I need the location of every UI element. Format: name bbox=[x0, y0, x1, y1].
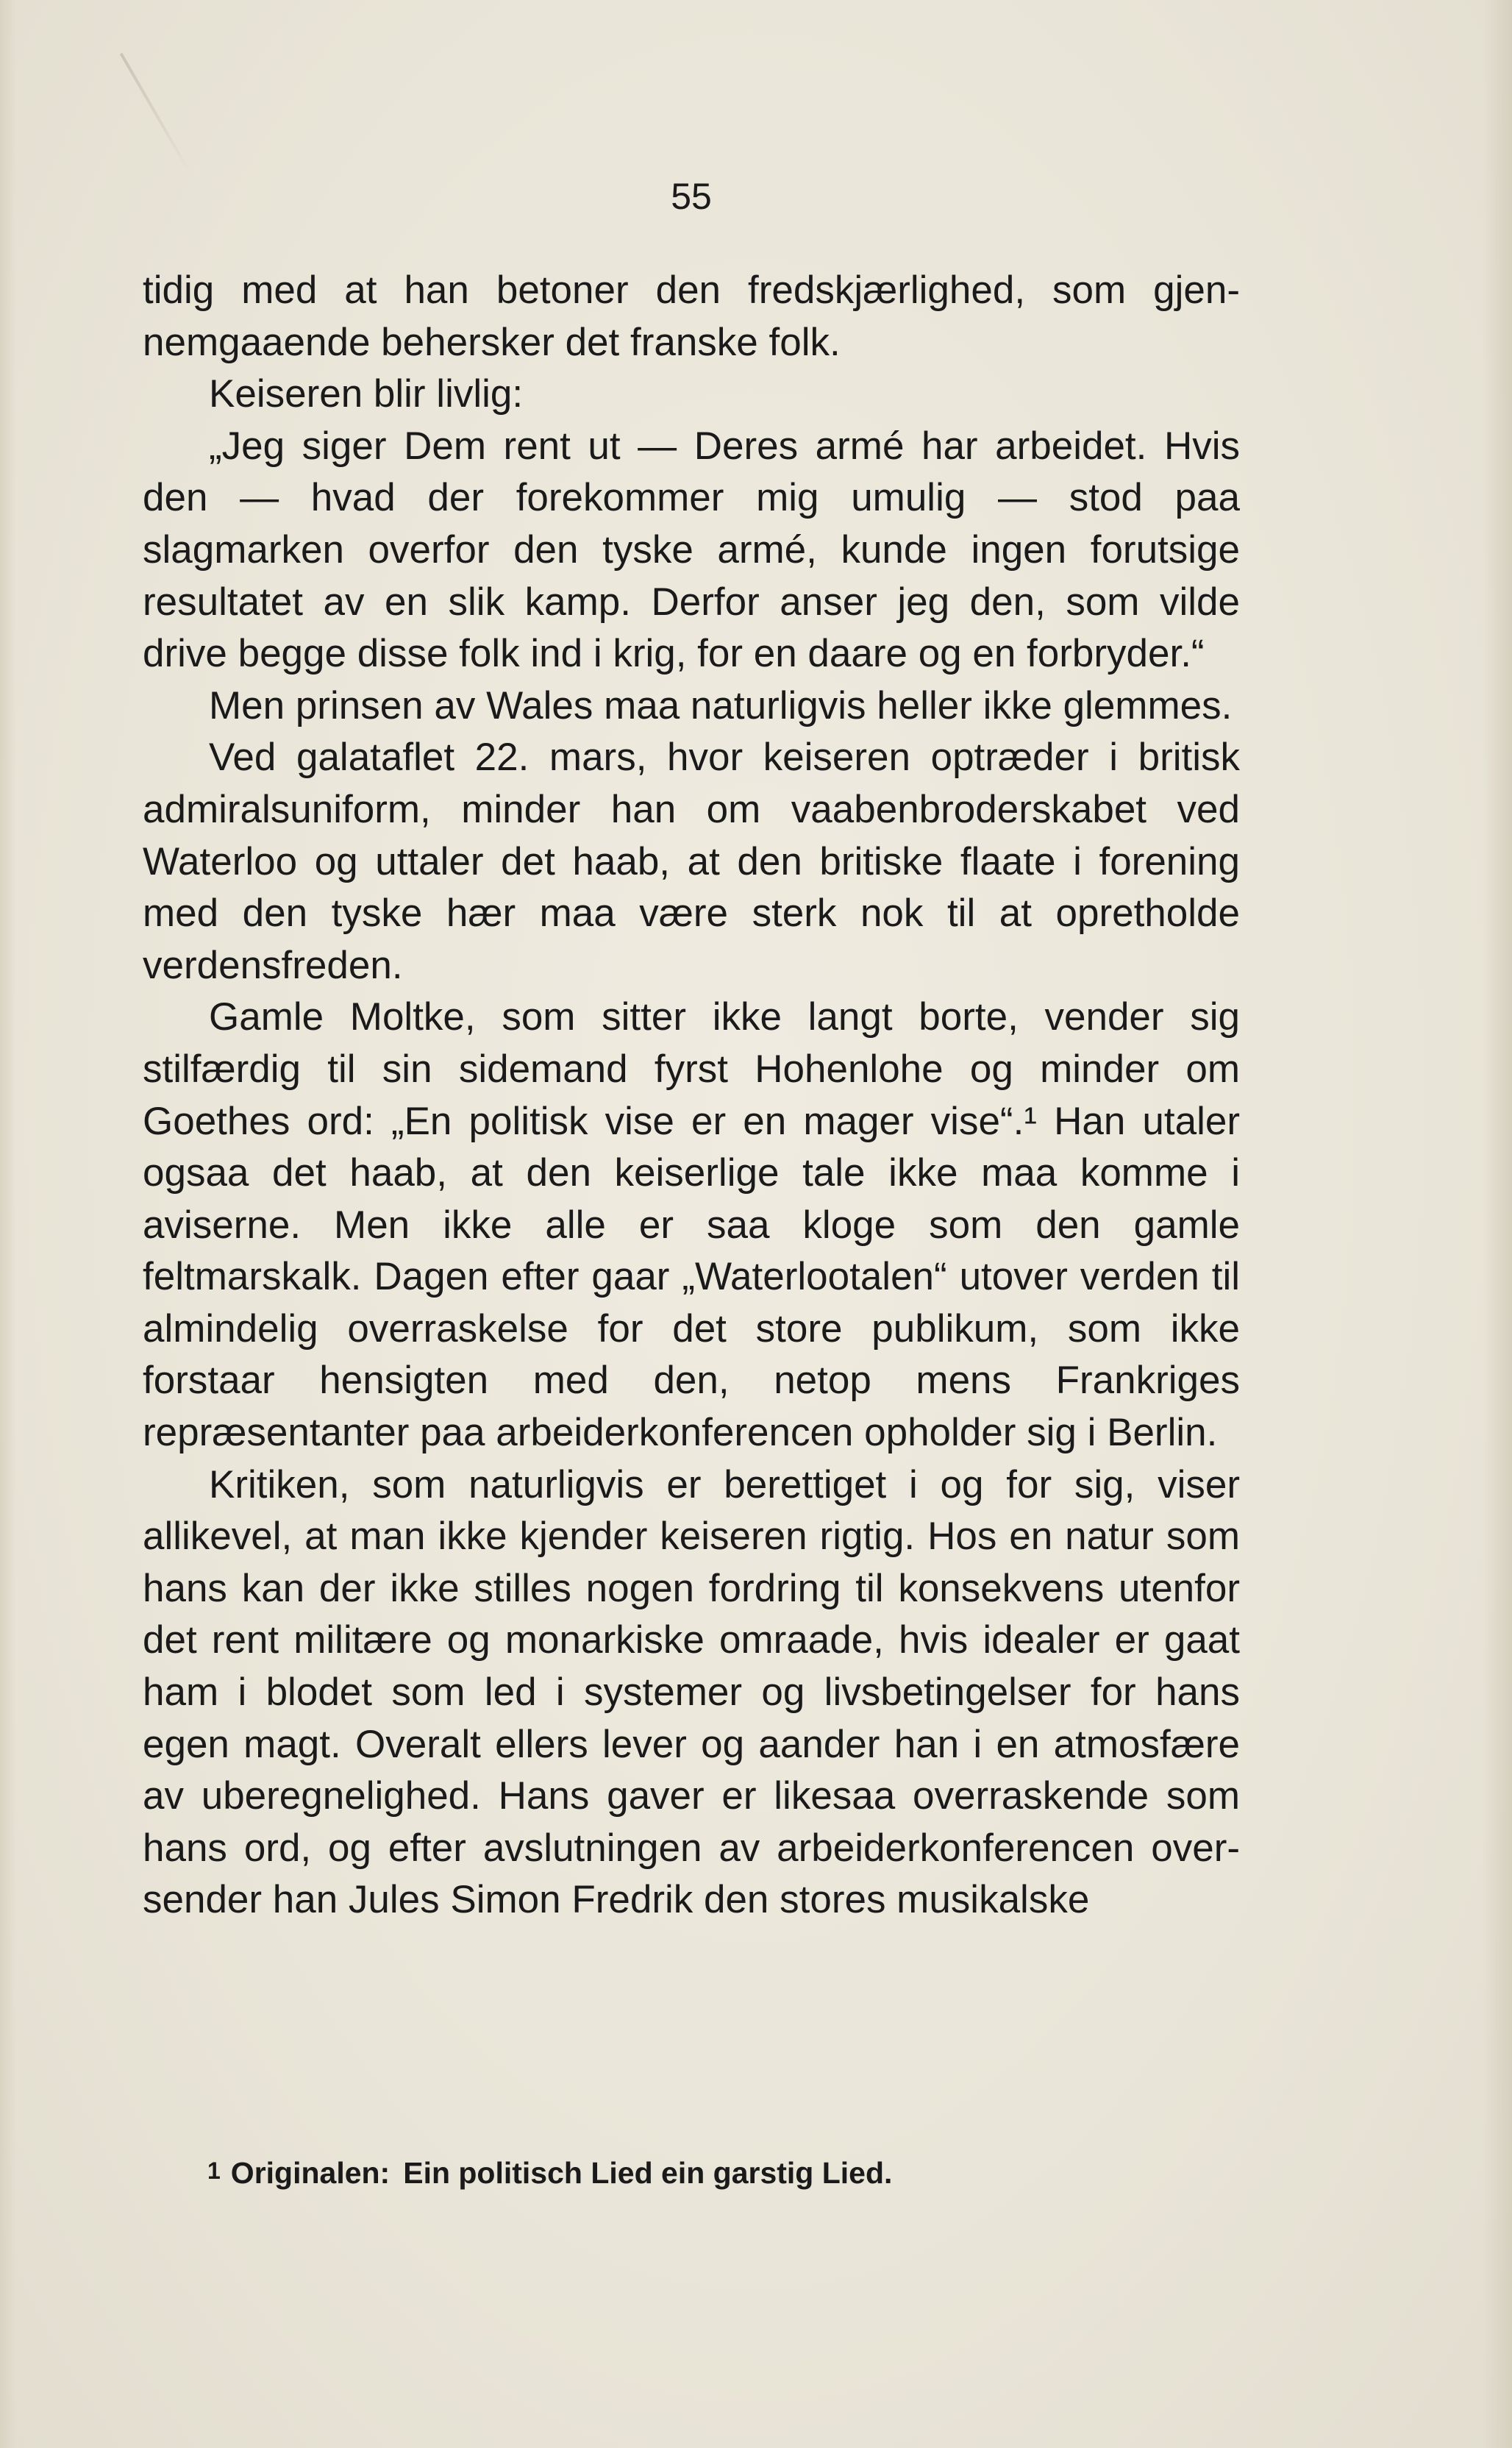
footnote-marker: 1 bbox=[207, 2157, 221, 2184]
paper-mark bbox=[120, 53, 192, 176]
paragraph-3: „Jeg siger Dem rent ut — Deres armé har arbeidet. Hvis den — hvad der forekommer mig umulig — stod paa slagmarken overfor den tyske armé, kunde ingen forutsige resultatet av en slik kamp. Derfor anser jeg den, som vilde drive begge disse folk ind i krig, for en daare og en forbryder.“ bbox=[143, 424, 1240, 676]
footnote bbox=[207, 2154, 1237, 2194]
paragraph-6: Gamle Moltke, som sitter ikke langt borte, vender sig stilfærdig til sin sidemand fyrst Hohenlohe og minder om Goethes ord: „En politisk vise er en mager vise“.¹ Han utaler ogsaa det haab, at den keiserlige tale ikke maa komme i aviserne. Men ikke alle er saa kloge som den gamle feltmarskalk. Dagen efter gaar „Waterlootalen“ utover verden til almindelig overraskelse for det store publikum, som ikke forstaar hensigten med den, netop mens Frankriges repræsentanter paa arbeiderkonferencen opholder sig i Berlin. bbox=[143, 995, 1240, 1455]
footnote-label: Originalen: bbox=[230, 2156, 391, 2190]
paragraph-1: tidig med at han betoner den fredskjærlighed, som gjennemgaaende behersker det franske folk. bbox=[143, 268, 1240, 364]
page-edge-left bbox=[0, 0, 16, 2448]
page-number: 55 bbox=[671, 176, 712, 217]
footnote-text: Ein politisch Lied ein garstig Lied. bbox=[403, 2156, 893, 2190]
paragraph-7: Kritiken, som naturligvis er berettiget i og for sig, viser allikevel, at man ikke kjender keiseren rigtig. Hos en natur som hans kan der ikke stilles nogen fordring til konsekvens utenfor det rent militære og monarkiske omraade, hvis idealer er gaat ham i blodet som led i systemer og livsbetingelser for hans egen magt. Overalt ellers lever og aander han i en atmosfære av uberegnelighed. Hans gaver er likesaa overraskende som hans ord, og efter avslutningen av arbeiderkonferencen oversender han Jules Simon Fredrik den stores musikalske bbox=[143, 1462, 1240, 1922]
page-edge-right bbox=[1483, 0, 1512, 2448]
paragraph-4: Men prinsen av Wales maa naturligvis heller ikke glemmes. bbox=[209, 683, 1233, 727]
paragraph-2: Keiseren blir livlig: bbox=[209, 372, 524, 416]
paragraph-5: Ved galataflet 22. mars, hvor keiseren optræder i britisk admiralsuniform, minder han om vaabenbroderskabet ved Waterloo og uttaler det haab, at den britiske flaate i forening med den tyske hær maa være sterk nok til at opretholde verdensfreden. bbox=[143, 736, 1240, 987]
body-text bbox=[143, 265, 1240, 1926]
